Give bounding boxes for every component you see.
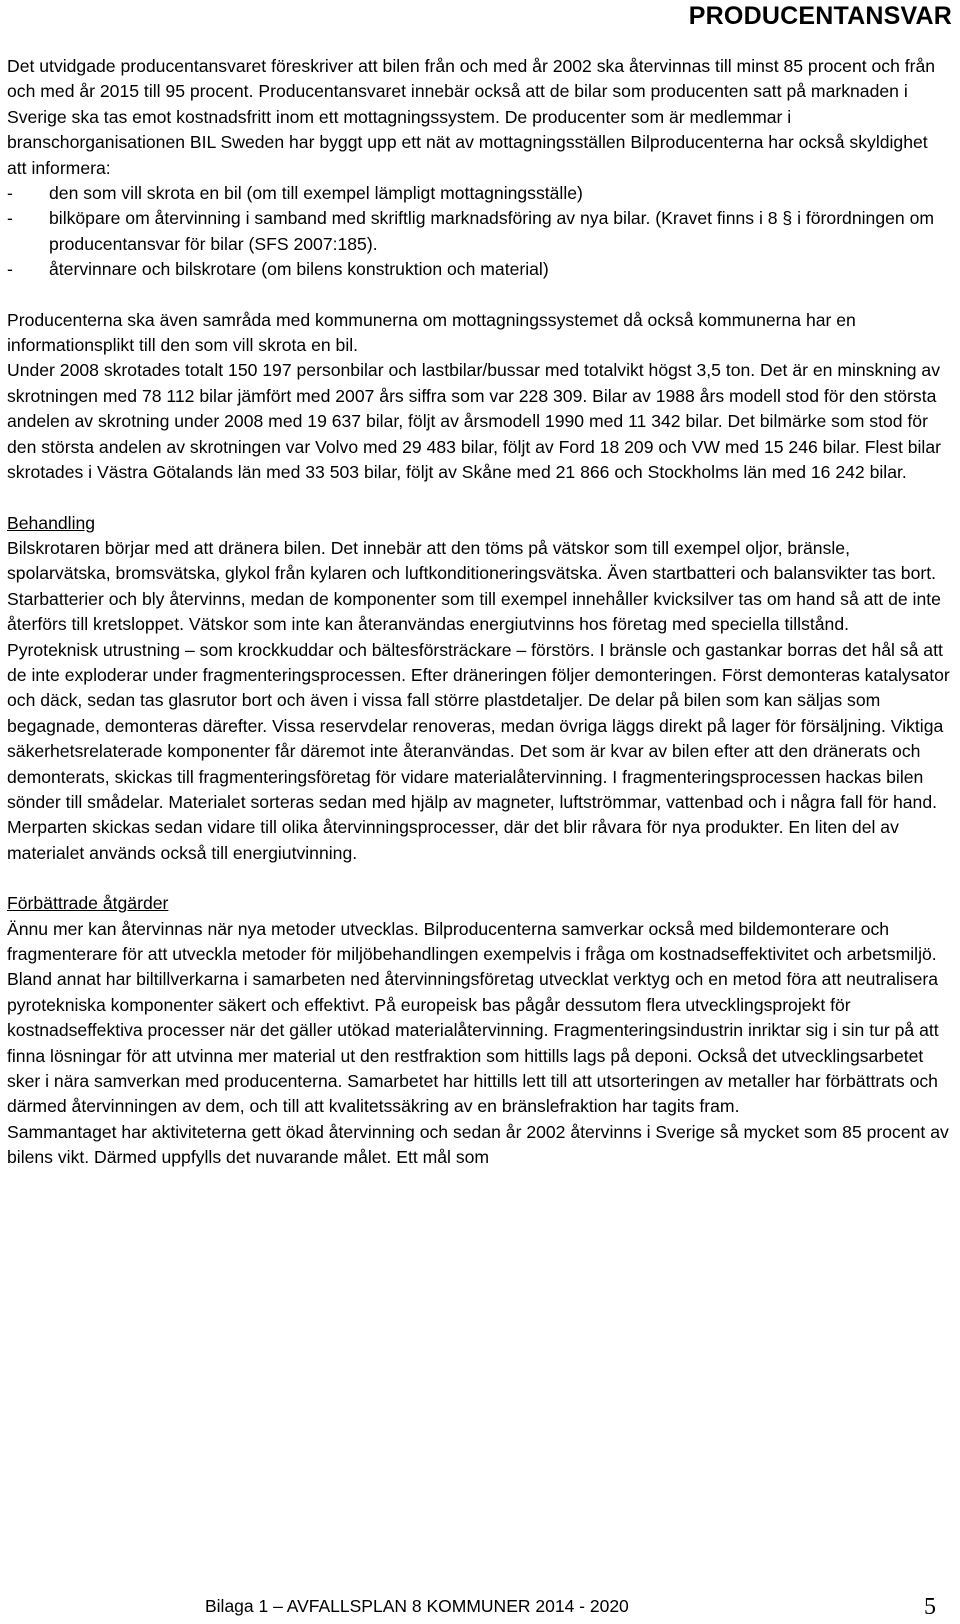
list-item: - bilköpare om återvinning i samband med skriftlig marknadsföring av nya bilar. (Kravet finns i 8 § i förordningen om producentansvar för bilar (SFS 2007:185). — [7, 206, 952, 257]
consultation-paragraph: Producenterna ska även samråda med kommunerna om mottagningssystemet då också kommunerna har en informationsplikt till den som vill skrota en bil. — [7, 309, 856, 356]
spacer — [7, 486, 952, 511]
section-heading-atgarder: Förbättrade åtgärder — [7, 893, 169, 914]
statistics-paragraph: Under 2008 skrotades totalt 150 197 personbilar och lastbilar/bussar med totalvikt högst 3,5 ton. Det är en minskning av skrotningen med 78 112 bilar jämfört med 2007 års siffra som var 228 309. Bilar av 1988 års modell stod för den största andelen av skrotning under 2008 med 19 637 bilar, följt av årsmodell 1990 med 11 342 bilar. Det bilmärke som stod för den största andelen av skrotningen var Volvo med 29 483 bilar, följt av Ford 18 209 och VW med 15 246 bilar. Flest bilar skrotades i Västra Götalands län med 33 503 bilar, följt av Skåne med 21 866 och Stockholms län med 16 242 bilar. — [7, 360, 941, 483]
summary-paragraph: Sammantaget har aktiviteterna gett ökad återvinning och sedan år 2002 återvinns i Sverige så mycket som 85 procent av bilens vikt. Därmed uppfylls det nuvarande målet. Ett mål som — [7, 1121, 949, 1168]
information-duty-list — [7, 181, 952, 283]
list-item: - återvinnare och bilskrotare (om bilens konstruktion och material) — [7, 257, 952, 282]
page-title: PRODUCENTANSVAR — [688, 2, 952, 30]
pyrotechnics-paragraph: Pyroteknisk utrustning – som krockkuddar och bältesförsträckare – förstörs. I bränsle och gastankar borras det hål så att de inte exploderar under fragmenteringsprocessen. Efter dräneringen följer demonteringen. Först demonteras katalysator och däck, sedan tas glasrutor bort och även i vissa fall större plastdetaljer. De delar på bilen som kan säljas som begagnade, demonteras därefter. Vissa reservdelar renoveras, medan övriga läggs direkt på lager för försäljning. Viktiga säkerhetsrelaterade komponenter får däremot inte återanvändas. Det som är kvar av bilen efter att den dränerats och demonterats, skickas till fragmenteringsföretag för vidare materialåtervinning. I fragmenteringsprocessen hackas bilen sönder till smådelar. Materialet sorteras sedan med hjälp av magneter, luftströmmar, vattenbad och i några fall för hand. Merparten skickas sedan vidare till olika återvinningsprocesser, där det blir råvara för nya produkter. En liten del av materialet används också till energiutvinning. — [7, 639, 950, 863]
list-item: - den som vill skrota en bil (om till exempel lämpligt mottagningsställe) — [7, 181, 952, 206]
spacer — [7, 283, 952, 308]
intro-paragraph: Det utvidgade producentansvaret föreskriver att bilen från och med år 2002 ska återvinnas till minst 85 procent och från och med år 2015 till 95 procent. Producentansvaret innebär också att de bilar som producenten satt på marknaden i Sverige ska tas emot kostnadsfritt inom ett mottagningssystem. De producenter som är medlemmar i branschorganisationen BIL Sweden har byggt upp ett nät av mottagningsställen Bilproducenterna har också skyldighet att informera: — [7, 56, 936, 178]
improvements-paragraph: Ännu mer kan återvinnas när nya metoder utvecklas. Bilproducenterna samverkar också med bildemonterare och fragmenterare för att utveckla metoder för miljöbehandlingen exempelvis i fråga om kostnadseffektivitet och arbetsmiljö. Bland annat har biltillverkarna i samarbeten ned återvinningsföretag utvecklat verktyg och en metod föra att neutralisera pyrotekniska komponenter säkert och effektivt. På europeisk bas pågår dessutom flera utvecklingsprojekt för kostnadseffektiva processer när det gäller utökad materialåtervinning. Fragmenteringsindustrin inriktar sig i sin tur på att finna lösningar för att utvinna mer material ut den restfraktion som hittills lags på deponi. Också det utvecklingsarbetet sker i nära samverkan med producenterna. Samarbetet har hittills lett till att utsorteringen av metaller har förbättrats och därmed återvinningen av dem, och till att kvalitetssäkring av en bränslefraktion har tagits fram. — [7, 918, 939, 1117]
section-heading-behandling: Behandling — [7, 512, 96, 533]
page-footer: Bilaga 1 – AVFALLSPLAN 8 KOMMUNER 2014 - 2020 — [205, 1596, 629, 1616]
page-number: 5 — [924, 1594, 936, 1620]
spacer — [7, 866, 952, 891]
document-body — [7, 54, 952, 1171]
treatment-paragraph: Bilskrotaren börjar med att dränera bilen. Det innebär att den töms på vätskor som till exempel oljor, bränsle, spolarvätska, bromsvätska, glykol från kylaren och luftkonditioneringsvätska. Även startbatteri och balansvikter tas bort. Starbatterier och bly återvinns, medan de komponenter som till exempel innehåller kvicksilver tas om hand så att de inte återförs till kretsloppet. Vätskor som inte kan återanvändas energiutvinns hos företag med speciella tillstånd. — [7, 537, 941, 635]
